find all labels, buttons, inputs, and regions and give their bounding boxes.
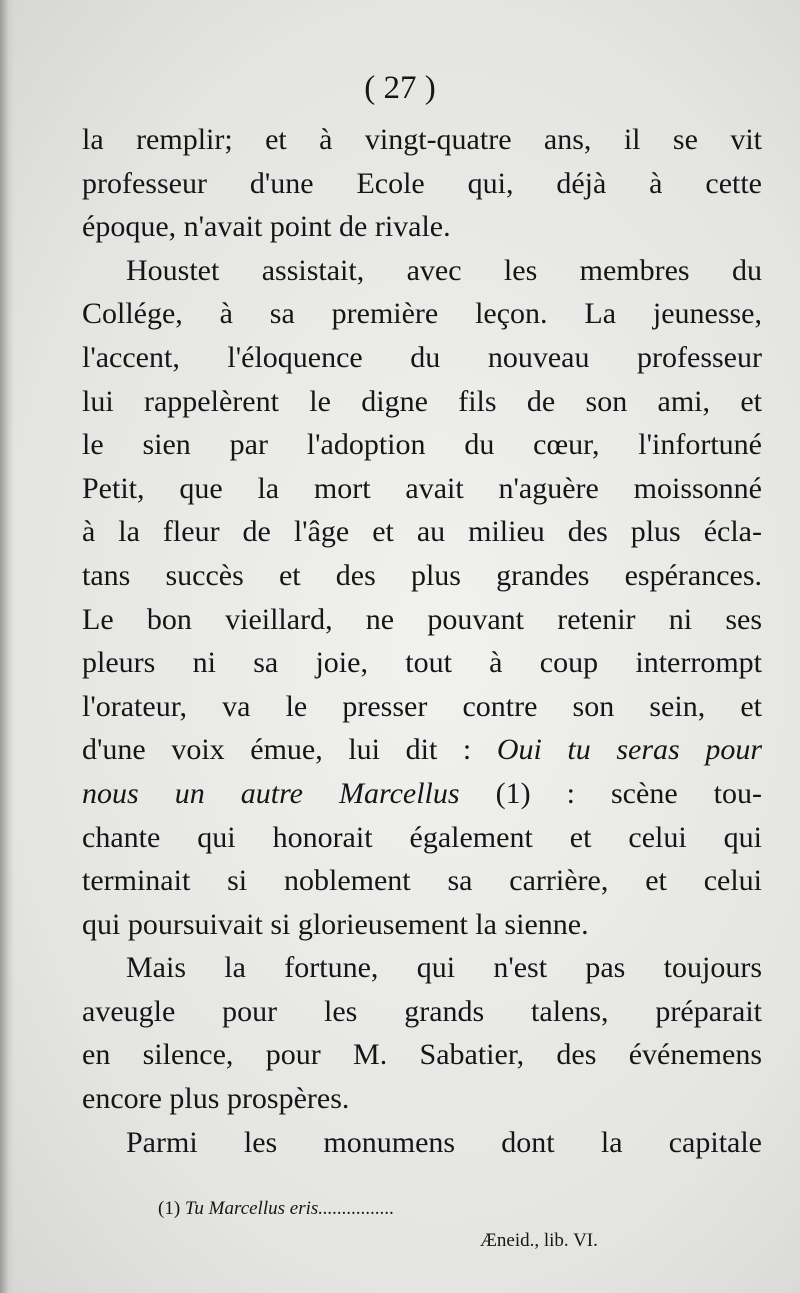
text-line: Le bon vieillard, ne pouvant retenir ni ses [82, 602, 762, 636]
text-line: Mais la fortune, qui n'est pas toujours [126, 951, 762, 985]
text-line: Houstet assistait, avec les membres du [126, 253, 762, 287]
text-line: Petit, que la mort avait n'aguère moissonné [82, 471, 762, 505]
text-line: Parmi les monumens dont la capitale [126, 1125, 762, 1159]
text-line: en silence, pour M. Sabatier, des événemens [82, 1038, 762, 1072]
text-line: aveugle pour les grands talens, préparait [82, 994, 762, 1028]
text-line [82, 772, 762, 816]
text-run: (1) : scène tou- [459, 776, 763, 810]
footnote [158, 1196, 598, 1222]
italic-quote: Oui tu seras pour [496, 733, 762, 767]
page-gutter-shadow [0, 0, 14, 1293]
page-number: ( 27 ) [364, 70, 436, 106]
text-line: Collége, à sa première leçon. La jeunesse, [82, 297, 762, 331]
text-line: encore plus prospères. [82, 1082, 350, 1116]
footnote-reference: Æneid., lib. VI. [480, 1230, 598, 1251]
footnote-text: Tu Marcellus eris................ [184, 1198, 395, 1219]
text-line: à la fleur de l'âge et au milieu des plus écla- [82, 515, 762, 549]
text-run: d'une voix émue, lui dit : [82, 733, 497, 767]
text-line: pleurs ni sa joie, tout à coup interrompt [82, 646, 762, 680]
text-line: qui poursuivait si glorieusement la sienne. [82, 907, 589, 941]
text-line: l'orateur, va le presser contre son sein, et [82, 689, 762, 723]
text-line: la remplir; et à vingt-quatre ans, il se vit [82, 123, 762, 156]
text-line: terminait si noblement sa carrière, et celui [82, 864, 762, 898]
text-line: époque, n'avait point de rivale. [82, 210, 451, 244]
footnote-marker: (1) [158, 1198, 185, 1219]
text-line: lui rappelèrent le digne fils de son ami, et [82, 384, 762, 418]
text-line: chante qui honorait également et celui qui [82, 820, 762, 854]
text-line: tans succès et des plus grandes espérances. [82, 558, 762, 592]
text-line: professeur d'une Ecole qui, déjà à cette [82, 166, 762, 200]
italic-quote: nous un autre Marcellus [82, 776, 460, 810]
text-line [82, 728, 762, 772]
text-line: l'accent, l'éloquence du nouveau professeur [82, 340, 762, 374]
page-body-text [82, 118, 762, 1164]
text-line: le sien par l'adoption du cœur, l'infortuné [82, 428, 762, 462]
